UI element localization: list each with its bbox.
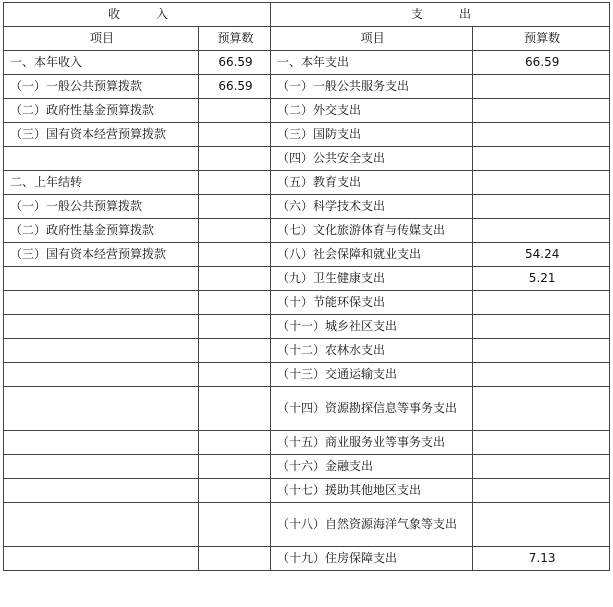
table-row: [4, 195, 610, 219]
expenditure-item-header: 项目: [271, 27, 473, 51]
expenditure-item-cell-text: （四）公共安全支出: [277, 151, 386, 165]
expenditure-amount-cell-text: 66.59: [524, 55, 560, 69]
income-header: 收 入: [4, 3, 271, 27]
table-row: [4, 431, 610, 455]
income-amount-cell: [199, 431, 271, 455]
expenditure-item-cell: [271, 171, 473, 195]
income-item-cell-text: 二、上年结转: [10, 175, 83, 189]
table-row: [4, 339, 610, 363]
income-amount-cell: [199, 195, 271, 219]
income-item-cell: [4, 387, 199, 431]
header-row-sections: [4, 3, 610, 27]
expenditure-amount-cell: [473, 243, 610, 267]
income-item-cell-text: （一）一般公共预算拨款: [10, 199, 143, 213]
income-amount-cell: [199, 455, 271, 479]
income-amount-cell: [199, 363, 271, 387]
expenditure-item-cell: [271, 75, 473, 99]
income-amount-cell: [199, 123, 271, 147]
table-row: [4, 99, 610, 123]
expenditure-item-cell-text: （十六）金融支出: [277, 459, 374, 473]
expenditure-amount-cell: [473, 147, 610, 171]
expenditure-amount-cell: [473, 479, 610, 503]
expenditure-amount-cell: [473, 195, 610, 219]
table-row: [4, 171, 610, 195]
expenditure-item-cell-text: （十八）自然资源海洋气象等支出: [277, 517, 458, 531]
income-item-cell: [4, 51, 199, 75]
expenditure-item-cell-text: （九）卫生健康支出: [277, 271, 386, 285]
income-item-cell: [4, 75, 199, 99]
expenditure-amount-cell: [473, 51, 610, 75]
table-row: [4, 267, 610, 291]
expenditure-item-cell-text: （十五）商业服务业等事务支出: [277, 435, 446, 449]
expenditure-item-cell-text: （十四）资源勘探信息等事务支出: [277, 401, 458, 415]
income-item-cell: [4, 431, 199, 455]
expenditure-item-cell: [271, 195, 473, 219]
table-row: [4, 479, 610, 503]
table-row: [4, 363, 610, 387]
income-item-cell-text: （三）国有资本经营预算拨款: [10, 247, 167, 261]
income-item-cell-text: （二）政府性基金预算拨款: [10, 103, 155, 117]
income-amount-cell: [199, 243, 271, 267]
income-item-cell: [4, 291, 199, 315]
expenditure-item-cell-text: （十九）住房保障支出: [277, 551, 398, 565]
table-row: [4, 547, 610, 571]
expenditure-item-cell-text: （六）科学技术支出: [277, 199, 386, 213]
income-item-cell: [4, 339, 199, 363]
expenditure-item-cell: [271, 123, 473, 147]
income-amount-cell: [199, 51, 271, 75]
income-item-cell: [4, 315, 199, 339]
expenditure-item-cell-text: （八）社会保障和就业支出: [277, 247, 422, 261]
income-item-cell-text: 一、本年收入: [10, 55, 83, 69]
expenditure-item-cell: [271, 243, 473, 267]
income-item-header: 项目: [4, 27, 199, 51]
expenditure-item-cell: [271, 387, 473, 431]
expenditure-amount-cell: [473, 219, 610, 243]
expenditure-amount-cell: [473, 315, 610, 339]
expenditure-item-cell: [271, 503, 473, 547]
income-amount-cell: [199, 147, 271, 171]
expenditure-amount-cell: [473, 99, 610, 123]
table-row: [4, 147, 610, 171]
income-amount-cell: [199, 479, 271, 503]
expenditure-item-cell-text: （五）教育支出: [277, 175, 362, 189]
expenditure-header: 支 出: [271, 3, 610, 27]
expenditure-amount-cell: [473, 171, 610, 195]
income-budget-header: 预算数: [199, 27, 271, 51]
expenditure-item-cell: [271, 547, 473, 571]
expenditure-amount-cell: [473, 123, 610, 147]
income-amount-cell: [199, 291, 271, 315]
income-item-cell-text: （一）一般公共预算拨款: [10, 79, 143, 93]
income-item-cell: [4, 219, 199, 243]
table-row: [4, 291, 610, 315]
income-item-cell: [4, 123, 199, 147]
expenditure-item-cell-text: （七）文化旅游体育与传媒支出: [277, 223, 446, 237]
income-amount-cell: [199, 547, 271, 571]
income-amount-cell: [199, 339, 271, 363]
expenditure-amount-cell: [473, 363, 610, 387]
income-item-cell: [4, 455, 199, 479]
table-row: [4, 455, 610, 479]
budget-table: [3, 2, 610, 571]
expenditure-item-cell: [271, 315, 473, 339]
income-amount-cell: [199, 315, 271, 339]
income-amount-cell-text: 66.59: [218, 55, 253, 69]
expenditure-amount-cell: [473, 339, 610, 363]
expenditure-item-cell-text: （一）一般公共服务支出: [277, 79, 410, 93]
table-row: [4, 387, 610, 431]
expenditure-amount-cell: [473, 387, 610, 431]
table-row: [4, 243, 610, 267]
income-amount-cell: [199, 171, 271, 195]
income-amount-cell: [199, 503, 271, 547]
table-row: [4, 219, 610, 243]
income-item-cell-text: （二）政府性基金预算拨款: [10, 223, 155, 237]
income-amount-cell: [199, 219, 271, 243]
expenditure-amount-cell-text: 54.24: [524, 247, 560, 261]
table-row: [4, 123, 610, 147]
income-amount-cell: [199, 99, 271, 123]
expenditure-item-cell: [271, 147, 473, 171]
expenditure-amount-cell: [473, 431, 610, 455]
income-item-cell: [4, 547, 199, 571]
expenditure-amount-cell: [473, 267, 610, 291]
expenditure-item-cell-text: （二）外交支出: [277, 103, 362, 117]
expenditure-item-cell-text: （十二）农林水支出: [277, 343, 386, 357]
expenditure-amount-cell: [473, 503, 610, 547]
expenditure-item-cell: [271, 455, 473, 479]
income-item-cell: [4, 147, 199, 171]
expenditure-item-cell: [271, 291, 473, 315]
expenditure-item-cell: [271, 339, 473, 363]
income-item-cell: [4, 479, 199, 503]
income-amount-cell: [199, 267, 271, 291]
income-item-cell: [4, 267, 199, 291]
expenditure-item-cell-text: （十一）城乡社区支出: [277, 319, 398, 333]
table-row: [4, 503, 610, 547]
income-item-cell: [4, 195, 199, 219]
expenditure-item-cell-text: （三）国防支出: [277, 127, 362, 141]
table-row: [4, 51, 610, 75]
expenditure-item-cell-text: （十七）援助其他地区支出: [277, 483, 422, 497]
expenditure-amount-cell: [473, 291, 610, 315]
expenditure-item-cell-text: 一、本年支出: [277, 55, 350, 69]
income-item-cell: [4, 171, 199, 195]
expenditure-amount-cell: [473, 455, 610, 479]
income-item-cell: [4, 503, 199, 547]
income-amount-cell-text: 66.59: [218, 79, 253, 93]
expenditure-amount-cell-text: 7.13: [528, 551, 556, 565]
income-item-cell: [4, 243, 199, 267]
expenditure-item-cell: [271, 363, 473, 387]
expenditure-amount-cell-text: 5.21: [528, 271, 556, 285]
income-amount-cell: [199, 387, 271, 431]
income-item-cell-text: （三）国有资本经营预算拨款: [10, 127, 167, 141]
table-row: [4, 315, 610, 339]
header-row-columns: [4, 27, 610, 51]
expenditure-item-cell: [271, 51, 473, 75]
expenditure-item-cell: [271, 267, 473, 291]
table-row: [4, 75, 610, 99]
expenditure-amount-cell: [473, 75, 610, 99]
expenditure-item-cell: [271, 431, 473, 455]
expenditure-item-cell-text: （十三）交通运输支出: [277, 367, 398, 381]
income-item-cell: [4, 363, 199, 387]
expenditure-budget-header: 预算数: [473, 27, 610, 51]
expenditure-item-cell: [271, 99, 473, 123]
income-item-cell: [4, 99, 199, 123]
expenditure-item-cell: [271, 219, 473, 243]
expenditure-item-cell-text: （十）节能环保支出: [277, 295, 386, 309]
expenditure-item-cell: [271, 479, 473, 503]
expenditure-amount-cell: [473, 547, 610, 571]
income-amount-cell: [199, 75, 271, 99]
